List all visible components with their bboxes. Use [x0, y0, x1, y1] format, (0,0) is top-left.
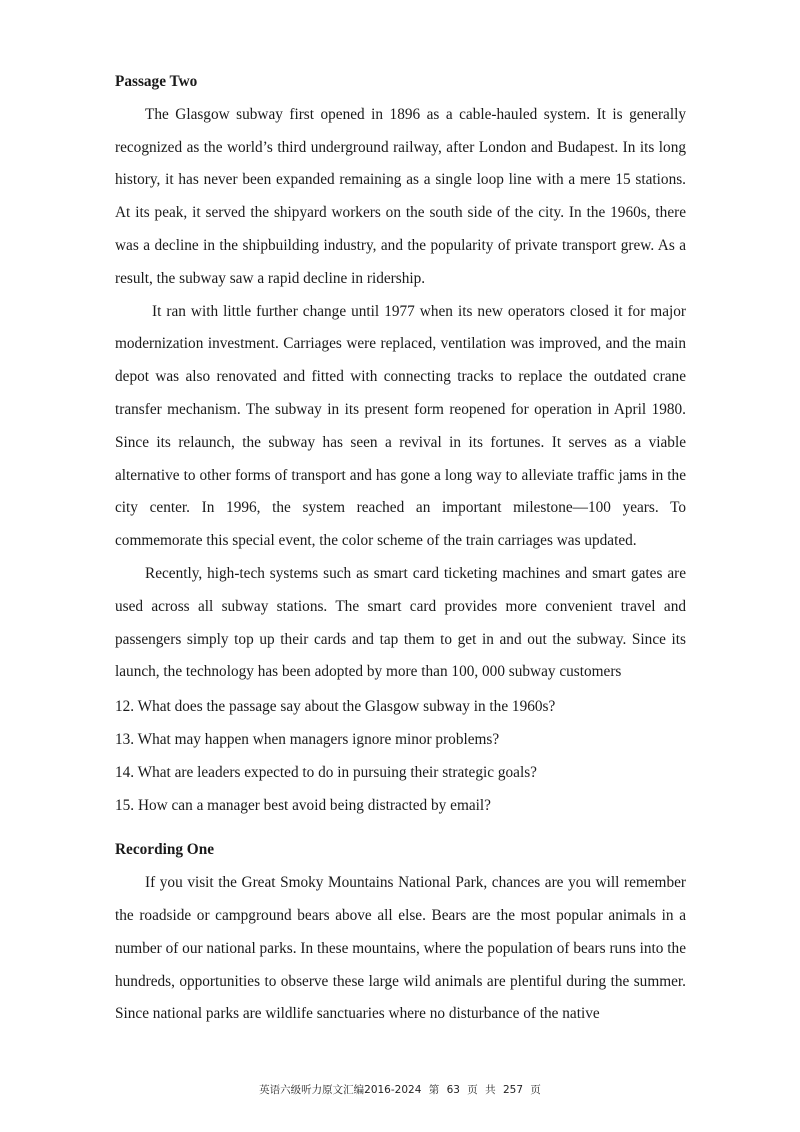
question-item: 13. What may happen when managers ignore minor problems?	[115, 730, 500, 748]
footer-total-pages: 257	[502, 1084, 524, 1096]
footer-collection-title: 英语六级听力原文汇编2016-2024	[259, 1084, 422, 1096]
question-list	[115, 691, 686, 822]
passage-paragraph: Recently, high-tech systems such as smart card ticketing machines and smart gates are used across all subway stations. The smart card provides more convenient travel and passengers simply top up their cards and tap them to get in and out the subway. Since its launch, the technology has been adopted by more than 100, 000 subway customers	[115, 564, 686, 681]
question-item: 15. How can a manager best avoid being distracted by email?	[115, 796, 491, 814]
recording-one-heading: Recording One	[115, 841, 214, 859]
section-spacer	[115, 822, 686, 834]
question-item: 12. What does the passage say about the Glasgow subway in the 1960s?	[115, 698, 556, 716]
footer-page-prefix: 第	[428, 1084, 440, 1096]
question-item: 14. What are leaders expected to do in pursuing their strategic goals?	[115, 763, 537, 781]
passage-paragraph: The Glasgow subway first opened in 1896 as a cable-hauled system. It is generally recognized as the world’s third underground railway, after London and Budapest. In its long history, it has never been expanded remaining as a single loop line with a mere 15 stations. At its peak, it served the shipyard workers on the south side of the city. In the 1960s, there was a decline in the shipbuilding industry, and the popularity of private transport grew. As a result, the subway saw a rapid decline in ridership.	[115, 105, 686, 287]
recording-paragraph: If you visit the Great Smoky Mountains National Park, chances are you will remember the roadside or campground bears above all else. Bears are the most popular animals in a number of our national parks. In these mountains, where the population of bears runs into the hundreds, opportunities to observe these large wild animals are plentiful during the summer. Since national parks are wildlife sanctuaries where no disturbance of the native	[115, 874, 686, 1023]
page-footer	[0, 1082, 800, 1097]
footer-total-unit: 页	[530, 1084, 541, 1096]
footer-page-number: 63	[446, 1084, 460, 1096]
passage-paragraph: It ran with little further change until 1977 when its new operators closed it for major modernization investment. Carriages were replaced, ventilation was improved, and the main depot was also renovated and fitted with connecting tracks to replace the outdated crane transfer mechanism. The subway in its present form reopened for operation in April 1980. Since its relaunch, the subway has seen a revival in its fortunes. It serves as a viable alternative to other forms of transport and has gone a long way to alleviate traffic jams in the city center. In 1996, the system reached an important milestone—100 years. To commemorate this special event, the color scheme of the train carriages was updated.	[115, 302, 686, 550]
footer-page-unit: 页	[467, 1084, 478, 1096]
passage-two-heading: Passage Two	[115, 73, 198, 90]
footer-total-prefix: 共	[485, 1084, 496, 1096]
page-content	[115, 66, 686, 1031]
